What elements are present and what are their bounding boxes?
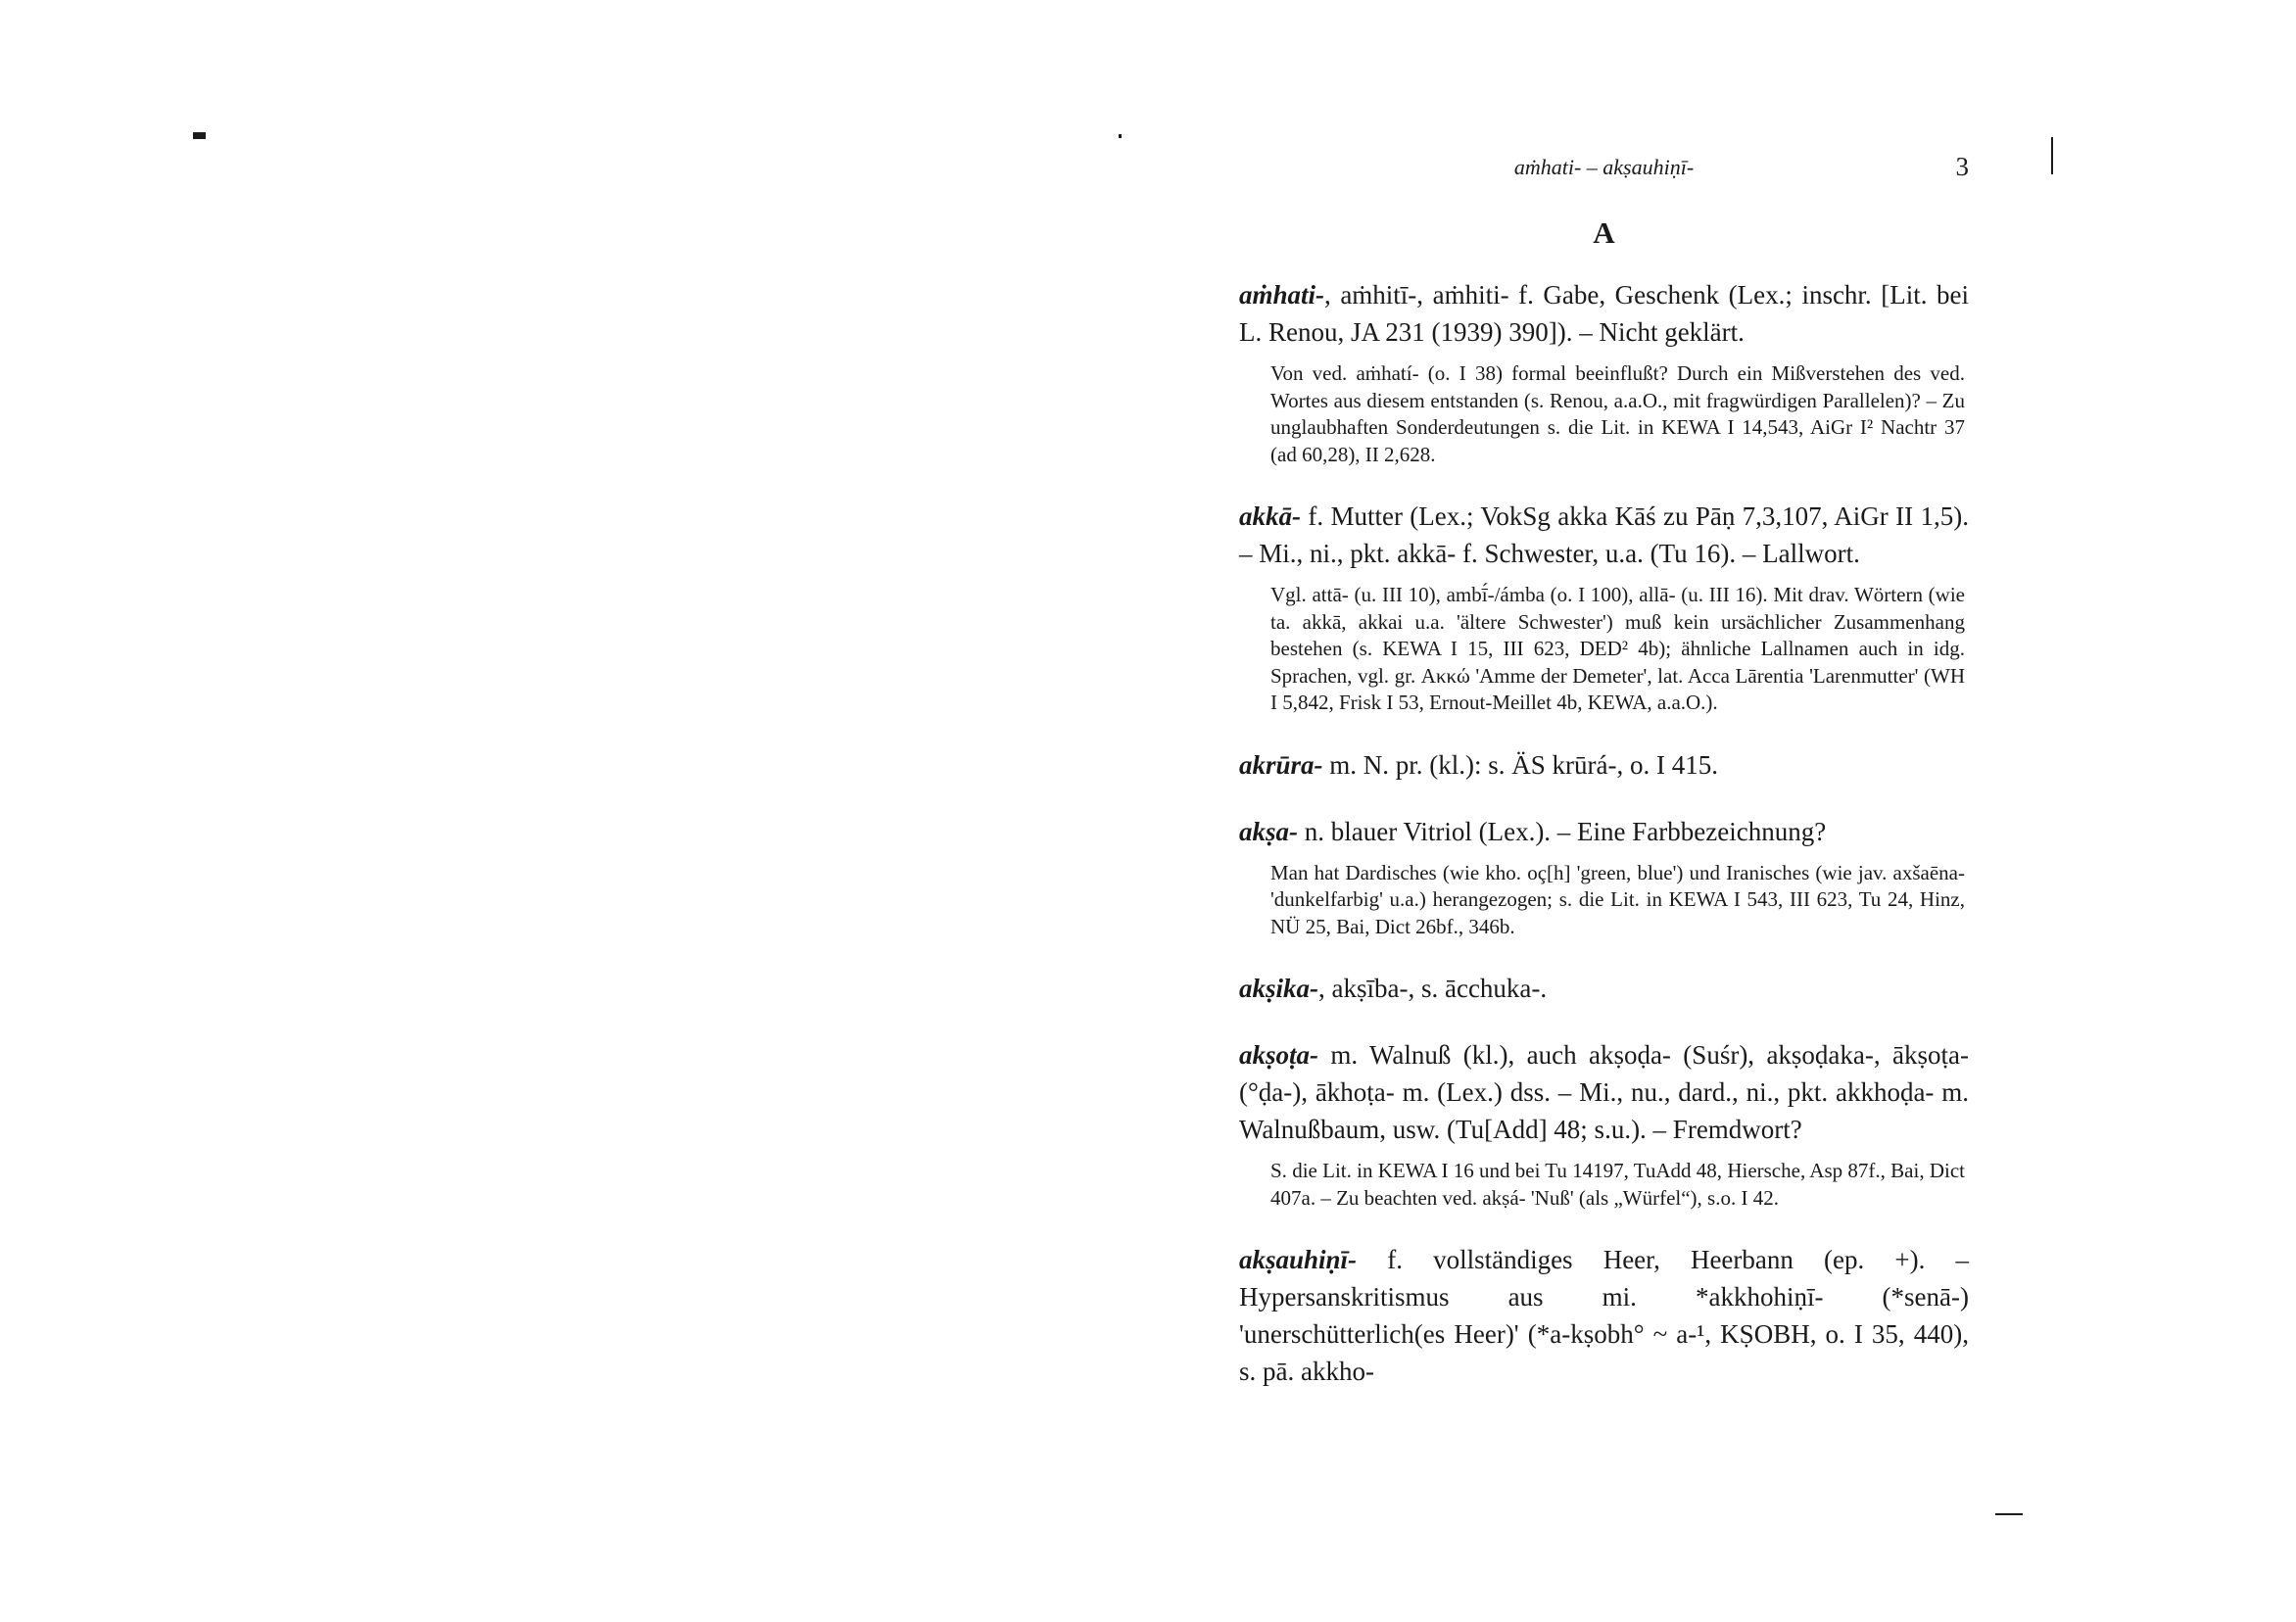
entry-note: Man hat Dardisches (wie kho. oç[h] 'green, blue') und Iranisches (wie jav. axšaēna- 'dunkelfarbig' u.a.) herangezogen; s. die Lit. in KEWA I 543, III 623, Tu 24, Hinz, NÜ 25, Bai, Dict 26bf., 346b. — [1270, 860, 1965, 938]
dictionary-entry — [1239, 1036, 1969, 1212]
dictionary-entry — [1239, 1241, 1969, 1390]
entry-lemma: akkā- — [1239, 501, 1301, 531]
entry-main — [1239, 276, 1969, 351]
entry-lemma: akṣika- — [1239, 974, 1318, 1003]
entry-definition: f. Mutter (Lex.; VokSg akka Kāś zu Pāṇ 7,3,107, AiGr II 1,5). – Mi., ni., pkt. akkā- f. Schwester, u.a. (Tu 16). – Lallwort. — [1239, 501, 1969, 568]
entry-main — [1239, 813, 1969, 850]
dictionary-entry — [1239, 746, 1969, 784]
scan-mark — [1119, 134, 1122, 138]
entry-lemma: akṣa- — [1239, 816, 1298, 846]
scan-mark — [1995, 1513, 2023, 1515]
entry-main — [1239, 1241, 1969, 1390]
dictionary-page — [1239, 147, 1969, 1419]
entry-definition: , aṁhitī-, aṁhiti- f. Gabe, Geschenk (Lex.; inschr. [Lit. bei L. Renou, JA 231 (1939) 390]). – Nicht geklärt. — [1239, 280, 1969, 347]
entry-main — [1239, 746, 1969, 784]
scan-mark — [193, 132, 206, 139]
entry-main — [1239, 498, 1969, 572]
dictionary-entry — [1239, 813, 1969, 941]
running-title: aṁhati- – akṣauhiṇī- — [1513, 155, 1695, 179]
entry-lemma: akṣauhiṇī- — [1239, 1245, 1358, 1274]
entry-note: S. die Lit. in KEWA I 16 und bei Tu 14197, TuAdd 48, Hiersche, Asp 87f., Bai, Dict 407a. – Zu beachten ved. akṣá- 'Nuß' (als „Würfel“), s.o. I 42. — [1270, 1159, 1965, 1210]
entry-lemma: aṁhati- — [1239, 280, 1325, 310]
scan-mark — [2051, 137, 2053, 174]
entry-lemma: akrūra- — [1239, 749, 1323, 780]
entry-note: Vgl. attā- (u. III 10), ambī́-/ámba (o. I 100), allā- (u. III 16). Mit drav. Wörtern (wie ta. akkā, akkai u.a. 'ältere Schwester') muß kein ursächlicher Zusammenhang bestehen (s. KEWA I 15, III 623, DED² 4b); ähnliche Lallnamen auch in idg. Sprachen, vgl. gr. Ακκώ 'Amme der Demeter', lat. Acca Lārentia 'Larenmutter' (WH I 5,842, Frisk I 53, Ernout-Meillet 4b, KEWA, a.a.O.). — [1270, 583, 1965, 714]
dictionary-entry — [1239, 276, 1969, 468]
entry-lemma: akṣoṭa- — [1239, 1040, 1318, 1070]
entry-definition: m. N. pr. (kl.): s. ÄS krūrá-, o. I 415. — [1322, 749, 1718, 780]
entry-definition: m. Walnuß (kl.), auch akṣoḍa- (Suśr), akṣoḍaka-, ākṣoṭa- (°ḍa-), ākhoṭa- m. (Lex.) dss. – Mi., nu., dard., ni., pkt. akkhoḍa- m. Walnußbaum, usw. (Tu[Add] 48; s.u.). – Fremdwort? — [1239, 1040, 1969, 1144]
entry-main — [1239, 970, 1969, 1007]
entry-main — [1239, 1036, 1969, 1148]
entry-definition: , akṣība-, s. ācchuka-. — [1318, 974, 1548, 1003]
entry-definition: f. vollständiges Heer, Heerbann (ep. +). – Hypersanskritismus aus mi. *akkhohiṇī- (*senā-) 'unerschütterlich(es Heer)' (*a-kṣobh° ~ a-¹, KṢOBH, o. I 35, 440), s. pā. akkho- — [1239, 1245, 1969, 1386]
dictionary-entry — [1239, 498, 1969, 717]
page-number: 3 — [1955, 152, 1969, 181]
entry-definition: n. blauer Vitriol (Lex.). – Eine Farbbezeichnung? — [1298, 816, 1827, 846]
dictionary-entry — [1239, 970, 1969, 1007]
entry-note: Von ved. aṁhatí- (o. I 38) formal beeinflußt? Durch ein Mißverstehen des ved. Wortes aus diesem entstanden (s. Renou, a.a.O., mit fragwürdigen Parallelen)? – Zu unglaubhaften Sonderdeutungen s. die Lit. in KEWA I 14,543, AiGr I² Nachtr 37 (ad 60,28), II 2,628. — [1270, 361, 1965, 466]
running-head — [1239, 147, 1969, 196]
section-letter: A — [1593, 215, 1615, 250]
